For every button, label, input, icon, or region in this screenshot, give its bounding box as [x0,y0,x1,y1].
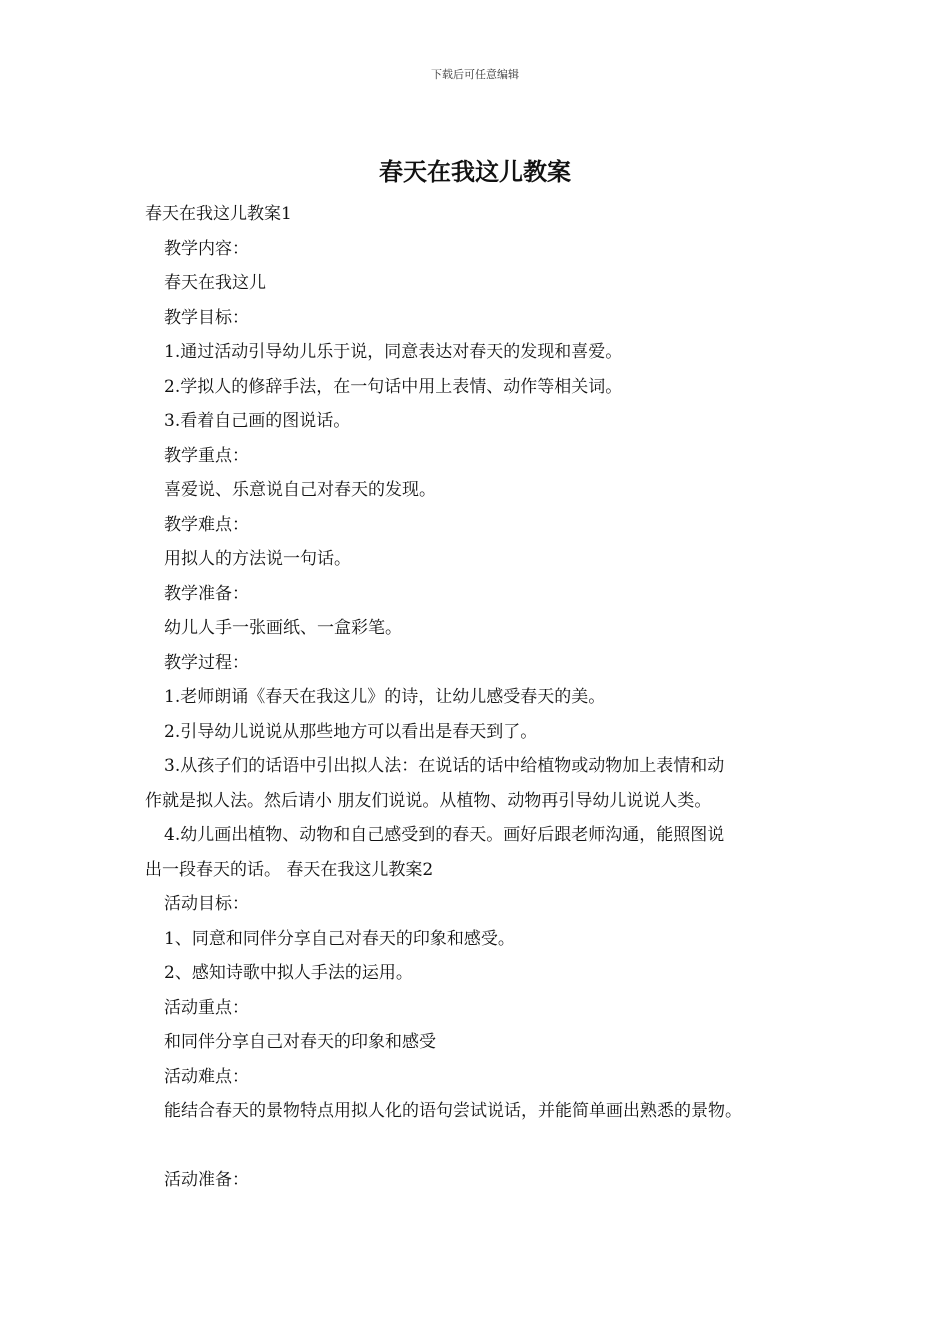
document-title: 春天在我这儿教案 [379,158,571,186]
paragraph: 教学内容： [164,238,249,259]
paragraph: 2、感知诗歌中拟人手法的运用。 [164,963,413,983]
page-header: 下载后可任意编辑 [431,68,519,81]
paragraph: 1.老师朗诵《春天在我这儿》的诗，让幼儿感受春天的美。 [164,687,606,707]
paragraph: 3.看着自己画的图说话。 [164,411,351,431]
section-heading: 春天在我这儿教案1 [145,204,292,224]
blank-line [145,1129,825,1164]
paragraph: 1.通过活动引导幼儿乐于说，同意表达对春天的发现和喜爱。 [164,342,623,362]
paragraph: 活动难点： [164,1066,249,1087]
paragraph: 活动重点： [164,997,249,1018]
paragraph: 2.学拟人的修辞手法，在一句话中用上表情、动作等相关词。 [164,376,623,397]
paragraph: 能结合春天的景物特点用拟人化的语句尝试说话，并能简单画出熟悉的景物。 [164,1101,742,1121]
paragraph: 教学过程： [164,652,249,673]
paragraph: 教学准备： [164,583,249,604]
paragraph: 活动目标： [164,894,249,914]
paragraph: 教学目标： [164,307,249,328]
paragraph: 2.引导幼儿说说从那些地方可以看出是春天到了。 [164,721,538,742]
paragraph: 4.幼儿画出植物、动物和自己感受到的春天。画好后跟老师沟通，能照图说 [164,825,725,845]
paragraph: 活动准备： [164,1170,249,1190]
paragraph: 春天在我这儿 [164,273,266,293]
paragraph: 3.从孩子们的话语中引出拟人法：在说话的话中给植物或动物加上表情和动 [164,756,725,776]
paragraph-continuation: 出一段春天的话。 春天在我这儿教案2 [145,859,434,880]
paragraph: 幼儿人手一张画纸、一盒彩笔。 [164,618,402,638]
paragraph: 喜爱说、乐意说自己对春天的发现。 [164,480,436,500]
paragraph-continuation: 作就是拟人法。然后请小 朋友们说说。从植物、动物再引导幼儿说说人类。 [145,790,712,811]
paragraph: 教学难点： [164,514,249,535]
paragraph: 教学重点： [164,445,249,466]
paragraph: 用拟人的方法说一句话。 [164,549,351,569]
paragraph: 1、同意和同伴分享自己对春天的印象和感受。 [164,928,515,949]
paragraph: 和同伴分享自己对春天的印象和感受 [164,1032,436,1052]
document-body [145,197,825,1198]
